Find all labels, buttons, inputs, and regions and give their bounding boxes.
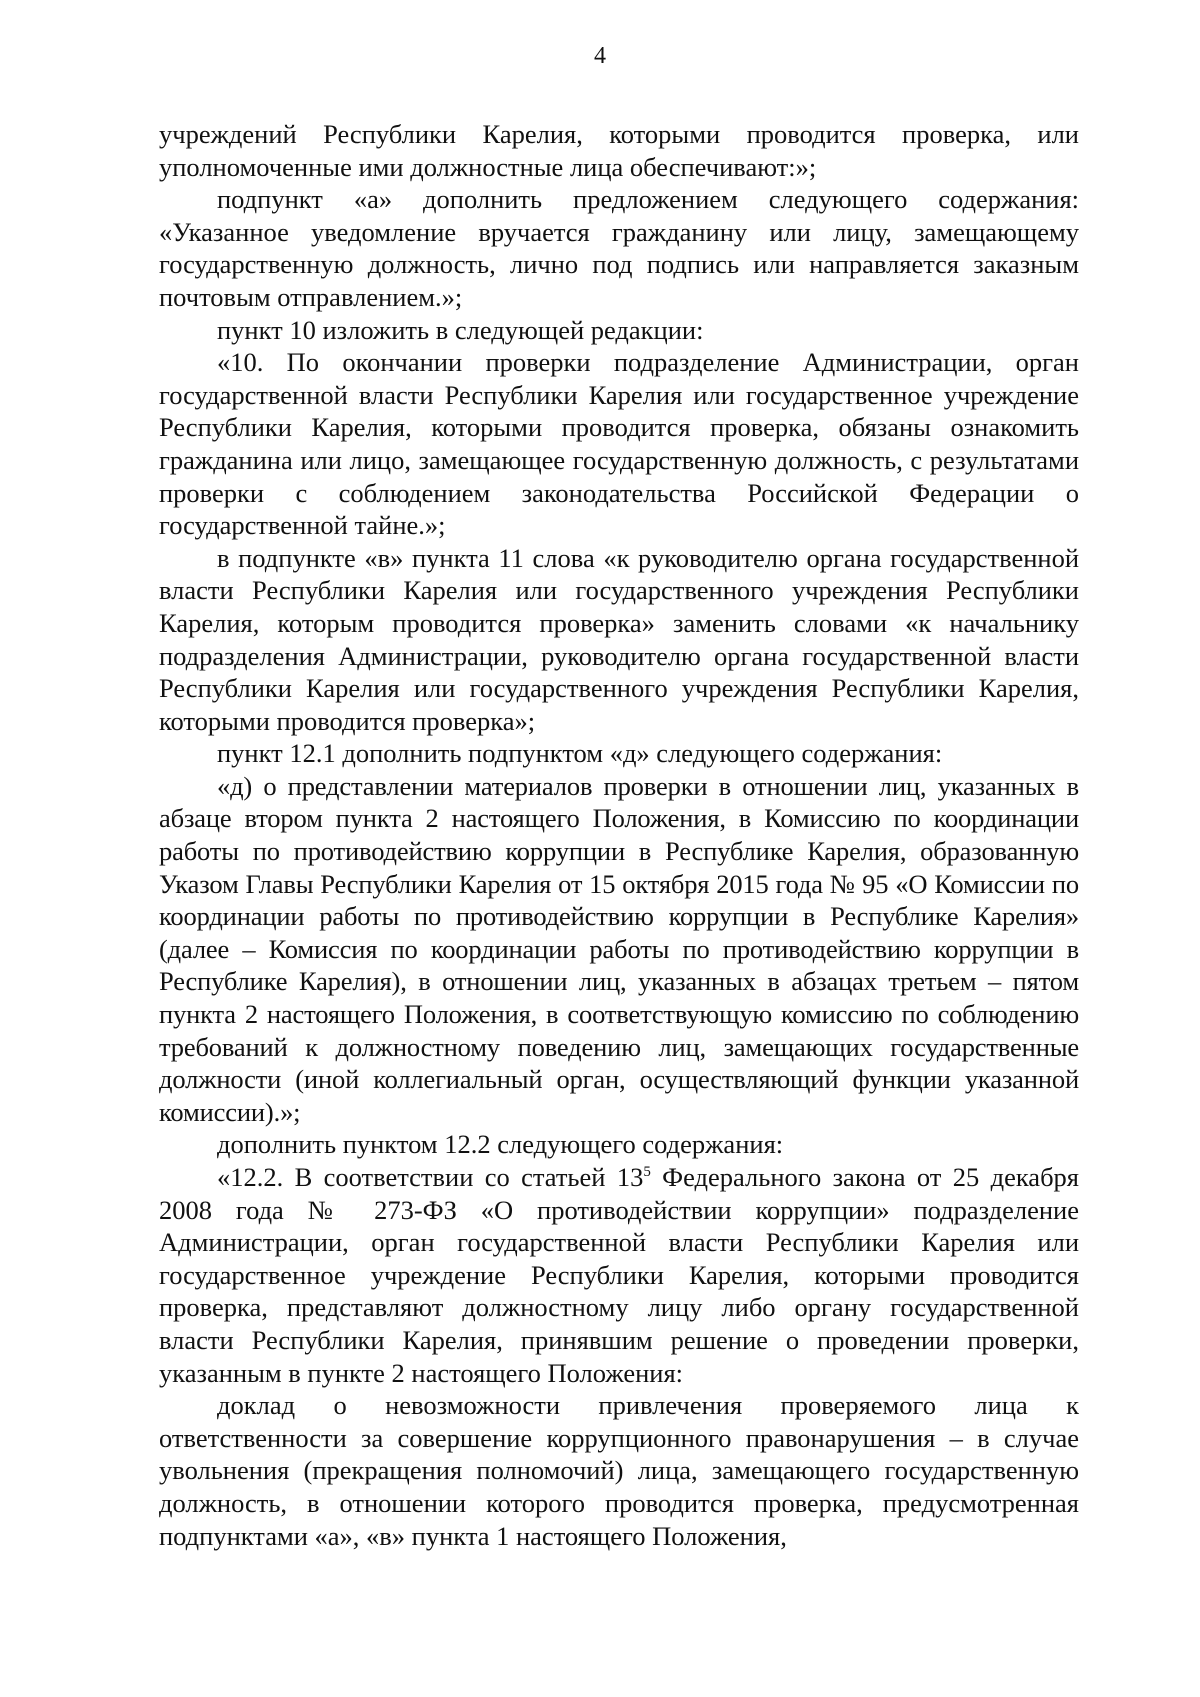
paragraph-item-10-text: «10. По окончании проверки подразделение Администрации, орган государственной власти Республики Карелия или государственное учреждение Республики Карелия, которыми проводится проверка, обязаны ознакомить гражданина или лицо, замещающее государственную должность, с результатами проверки с соблюдением законодательства Российской Федерации о государственной тайне.»; (159, 347, 1079, 541)
paragraph-item-12-1-intro: пункт 12.1 дополнить подпунктом «д» следующего содержания: (217, 738, 943, 769)
page-number: 4 (594, 43, 606, 69)
item-12-2-text-rest: Федерального закона от 25 декабря 2008 года № 273-ФЗ «О противодействии коррупции» подразделение Администрации, орган государственной власти Республики Карелия или государственное учреждение Республики Карелия, которыми проводится проверка, представляют должностному лицу либо органу государственной власти Республики Карелия, принявшим решение о проведении проверки, указанным в пункте 2 настоящего Положения: (159, 1162, 1079, 1388)
article-superscript: 5 (643, 1164, 651, 1180)
paragraph-report-text: доклад о невозможности привлечения проверяемого лица к ответственности за совершение коррупционного правонарушения – в случае увольнения (прекращения полномочий) лица, замещающего государственную должность, в отношении которого проводится проверка, предусмотренная подпунктами «а», «в» пункта 1 настоящего Положения, (159, 1390, 1079, 1551)
paragraph-subitem-a-amendment: подпункт «а» дополнить предложением следующего содержания: «Указанное уведомление вручается гражданину или лицу, замещающему государственную должность, лично под подпись или направляется заказным почтовым отправлением.»; (159, 184, 1079, 312)
document-body (159, 118, 1079, 1552)
paragraph-institutions-continuation: учреждений Республики Карелия, которыми проводится проверка, или уполномоченные ими должностные лица обеспечивают:»; (159, 119, 1079, 182)
paragraph-item-12-2-intro: дополнить пунктом 12.2 следующего содержания: (217, 1129, 784, 1160)
item-12-2-text-start: «12.2. В соответствии со статьей 13 (217, 1162, 644, 1192)
paragraph-subitem-d-text: «д) о представлении материалов проверки в отношении лиц, указанных в абзаце втором пункта 2 настоящего Положения, в Комиссию по координации работы по противодействию коррупции в Республике Карелия, образованную Указом Главы Республики Карелия от 15 октября 2015 года № 95 «О Комиссии по координации работы по противодействию коррупции в Республике Карелия» (далее – Комиссия по координации работы по противодействию коррупции в Республике Карелия), в отношении лиц, указанных в абзацах третьем – пятом пункта 2 настоящего Положения, в соответствующую комиссию по соблюдению требований к должностному поведению лиц, замещающих государственные должности (иной коллегиальный орган, осуществляющий функции указанной комиссии).»; (159, 770, 1079, 1127)
paragraph-item-10-intro: пункт 10 изложить в следующей редакции: (217, 314, 704, 345)
paragraph-item-11-amendment: в подпункте «в» пункта 11 слова «к руководителю органа государственной власти Республики Карелия или государственного учреждения Республики Карелия, которым проводится проверка» заменить словами «к начальнику подразделения Администрации, руководителю органа государственной власти Республики Карелия или государственного учреждения Республики Карелия, которыми проводится проверка»; (159, 542, 1079, 736)
paragraph-item-12-2-text (159, 1161, 1079, 1389)
